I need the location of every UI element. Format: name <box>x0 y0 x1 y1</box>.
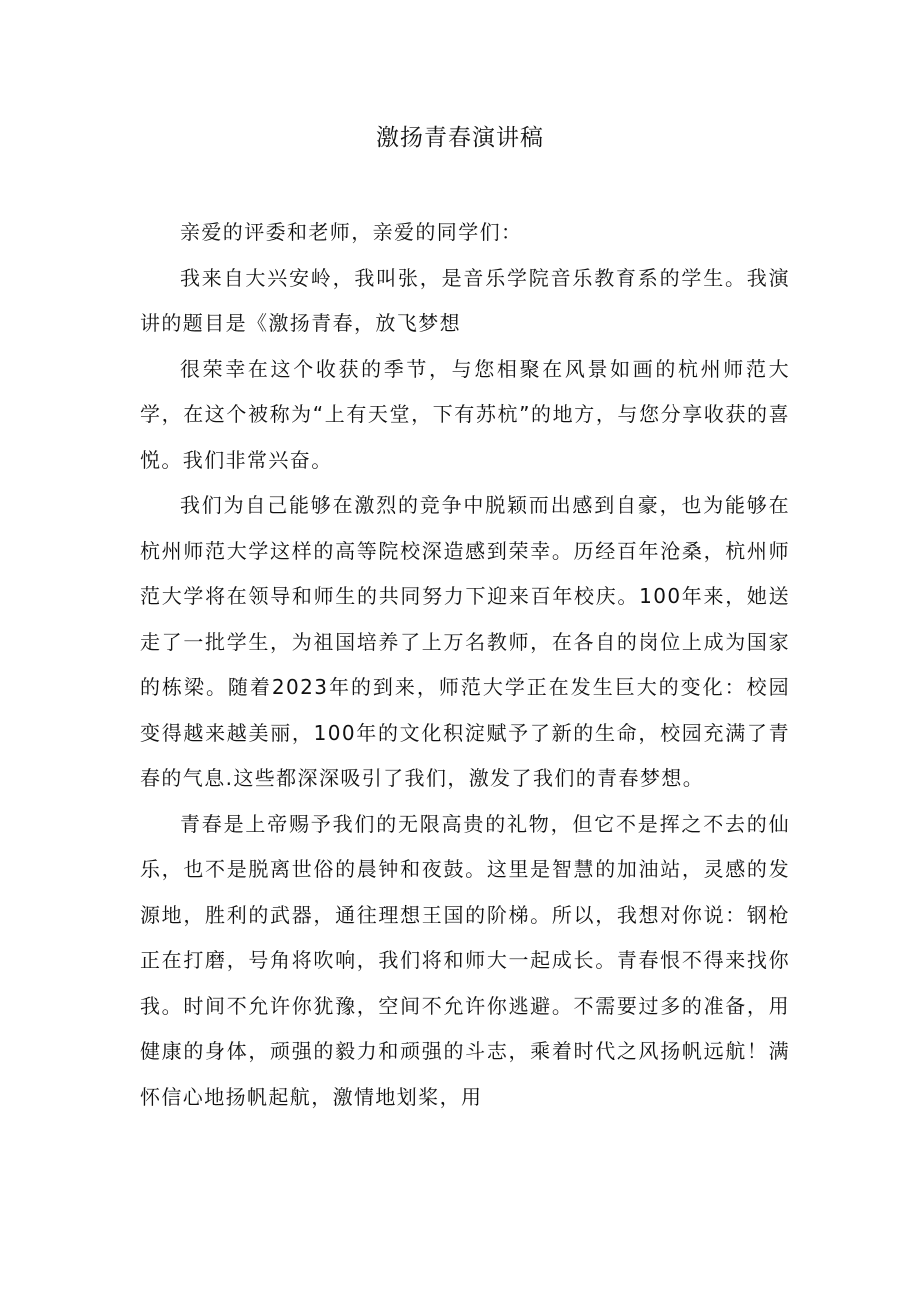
paragraph-youth: 青春是上帝赐予我们的无限高贵的礼物，但它不是挥之不去的仙乐，也不是脱离世俗的晨钟和夜鼓。这里是智慧的加油站，灵感的发源地，胜利的武器，通往理想王国的阶梯。所以，我想对你说：钢枪正在打磨，号角将吹响，我们将和师大一起成长。青春恨不得来找你我。时间不允许你犹豫，空间不允许你逃避。不需要过多的准备，用健康的身体，顽强的毅力和顽强的斗志，乘着时代之风扬帆远航！满怀信心地扬帆起航，激情地划桨，用 <box>140 811 790 1109</box>
paragraph-honor: 很荣幸在这个收获的季节，与您相聚在风景如画的杭州师范大学，在这个被称为“上有天堂，下有苏杭”的地方，与您分享收获的喜悦。我们非常兴奋。 <box>140 356 790 472</box>
paragraph-greeting: 亲爱的评委和老师，亲爱的同学们： <box>180 220 523 244</box>
document-title: 激扬青春演讲稿 <box>376 125 544 151</box>
paragraph-introduction: 我来自大兴安岭，我叫张，是音乐学院音乐教育系的学生。我演讲的题目是《激扬青春，放飞梦想 <box>140 265 790 335</box>
document-body <box>140 210 790 1120</box>
paragraph-pride: 我们为自己能够在激烈的竞争中脱颖而出感到自豪，也为能够在杭州师范大学这样的高等院校深造感到荣幸。历经百年沧桑，杭州师范大学将在领导和师生的共同努力下迎来百年校庆。100年来，她送走了一批学生，为祖国培养了上万名教师，在各自的岗位上成为国家的栋梁。随着2023年的到来，师范大学正在发生巨大的变化：校园变得越来越美丽，100年的文化积淀赋予了新的生命，校园充满了青春的气息.这些都深深吸引了我们，激发了我们的青春梦想。 <box>140 493 790 790</box>
